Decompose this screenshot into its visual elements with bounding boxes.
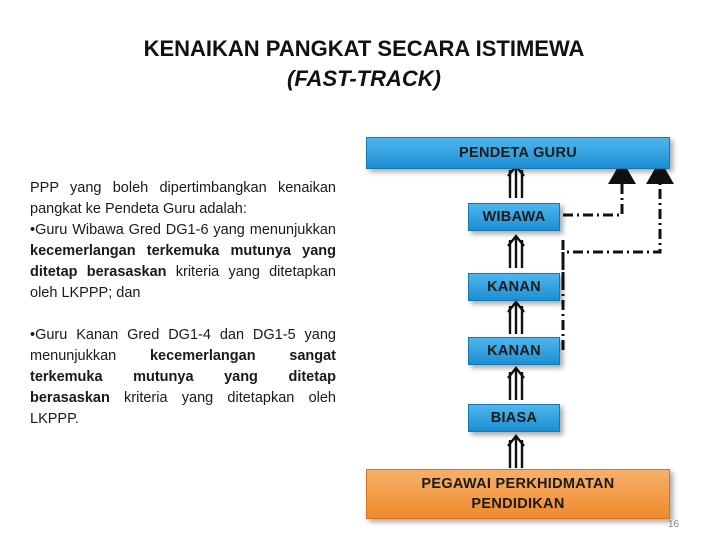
pegawai-line-2: PENDIDIKAN <box>471 496 565 512</box>
intro-paragraph: PPP yang boleh dipertimbangkan kenaikan pangkat ke Pendeta Guru adalah: <box>30 180 336 217</box>
bullet-2-bold: kecemerlangan sangat terkemuka mutunya yang ditetap berasaskan <box>30 348 336 406</box>
fast-track-kanan-line <box>563 172 660 282</box>
bullet-2-pre: •Guru Kanan Gred DG1-4 dan DG1-5 yang menunjukkan <box>30 327 336 364</box>
page-number: 16 <box>668 519 680 530</box>
bullet-1-bold: kecemerlangan terkemuka mutunya yang ditetap berasaskan <box>30 243 336 280</box>
title-line-2: (FAST-TRACK) <box>287 66 441 91</box>
box-pegawai-perkhidmatan <box>366 469 670 519</box>
bullet-1-post: kriteria yang ditetapkan oleh LKPPP; dan <box>30 264 336 301</box>
box-kanan-upper: KANAN <box>468 273 560 301</box>
arrow-biasa-to-kanan <box>508 368 524 400</box>
arrow-pegawai-to-biasa <box>508 436 524 468</box>
bullet-1-pre: •Guru Wibawa Gred DG1-6 yang menunjukkan <box>30 222 336 238</box>
box-pendeta-guru: PENDETA GURU <box>366 137 670 169</box>
arrow-wibawa-to-pendeta <box>508 166 524 198</box>
arrow-kanan-to-wibawa <box>508 236 524 268</box>
bullet-2-post: kriteria yang ditetapkan oleh LKPPP. <box>30 390 336 427</box>
title-line-1: KENAIKAN PANGKAT SECARA ISTIMEWA <box>143 36 585 61</box>
pegawai-line-1: PEGAWAI PERKHIDMATAN <box>421 476 615 492</box>
box-biasa: BIASA <box>468 404 560 432</box>
box-wibawa: WIBAWA <box>468 203 560 231</box>
box-kanan-lower: KANAN <box>468 337 560 365</box>
arrow-kanan-to-kanan <box>508 302 524 334</box>
